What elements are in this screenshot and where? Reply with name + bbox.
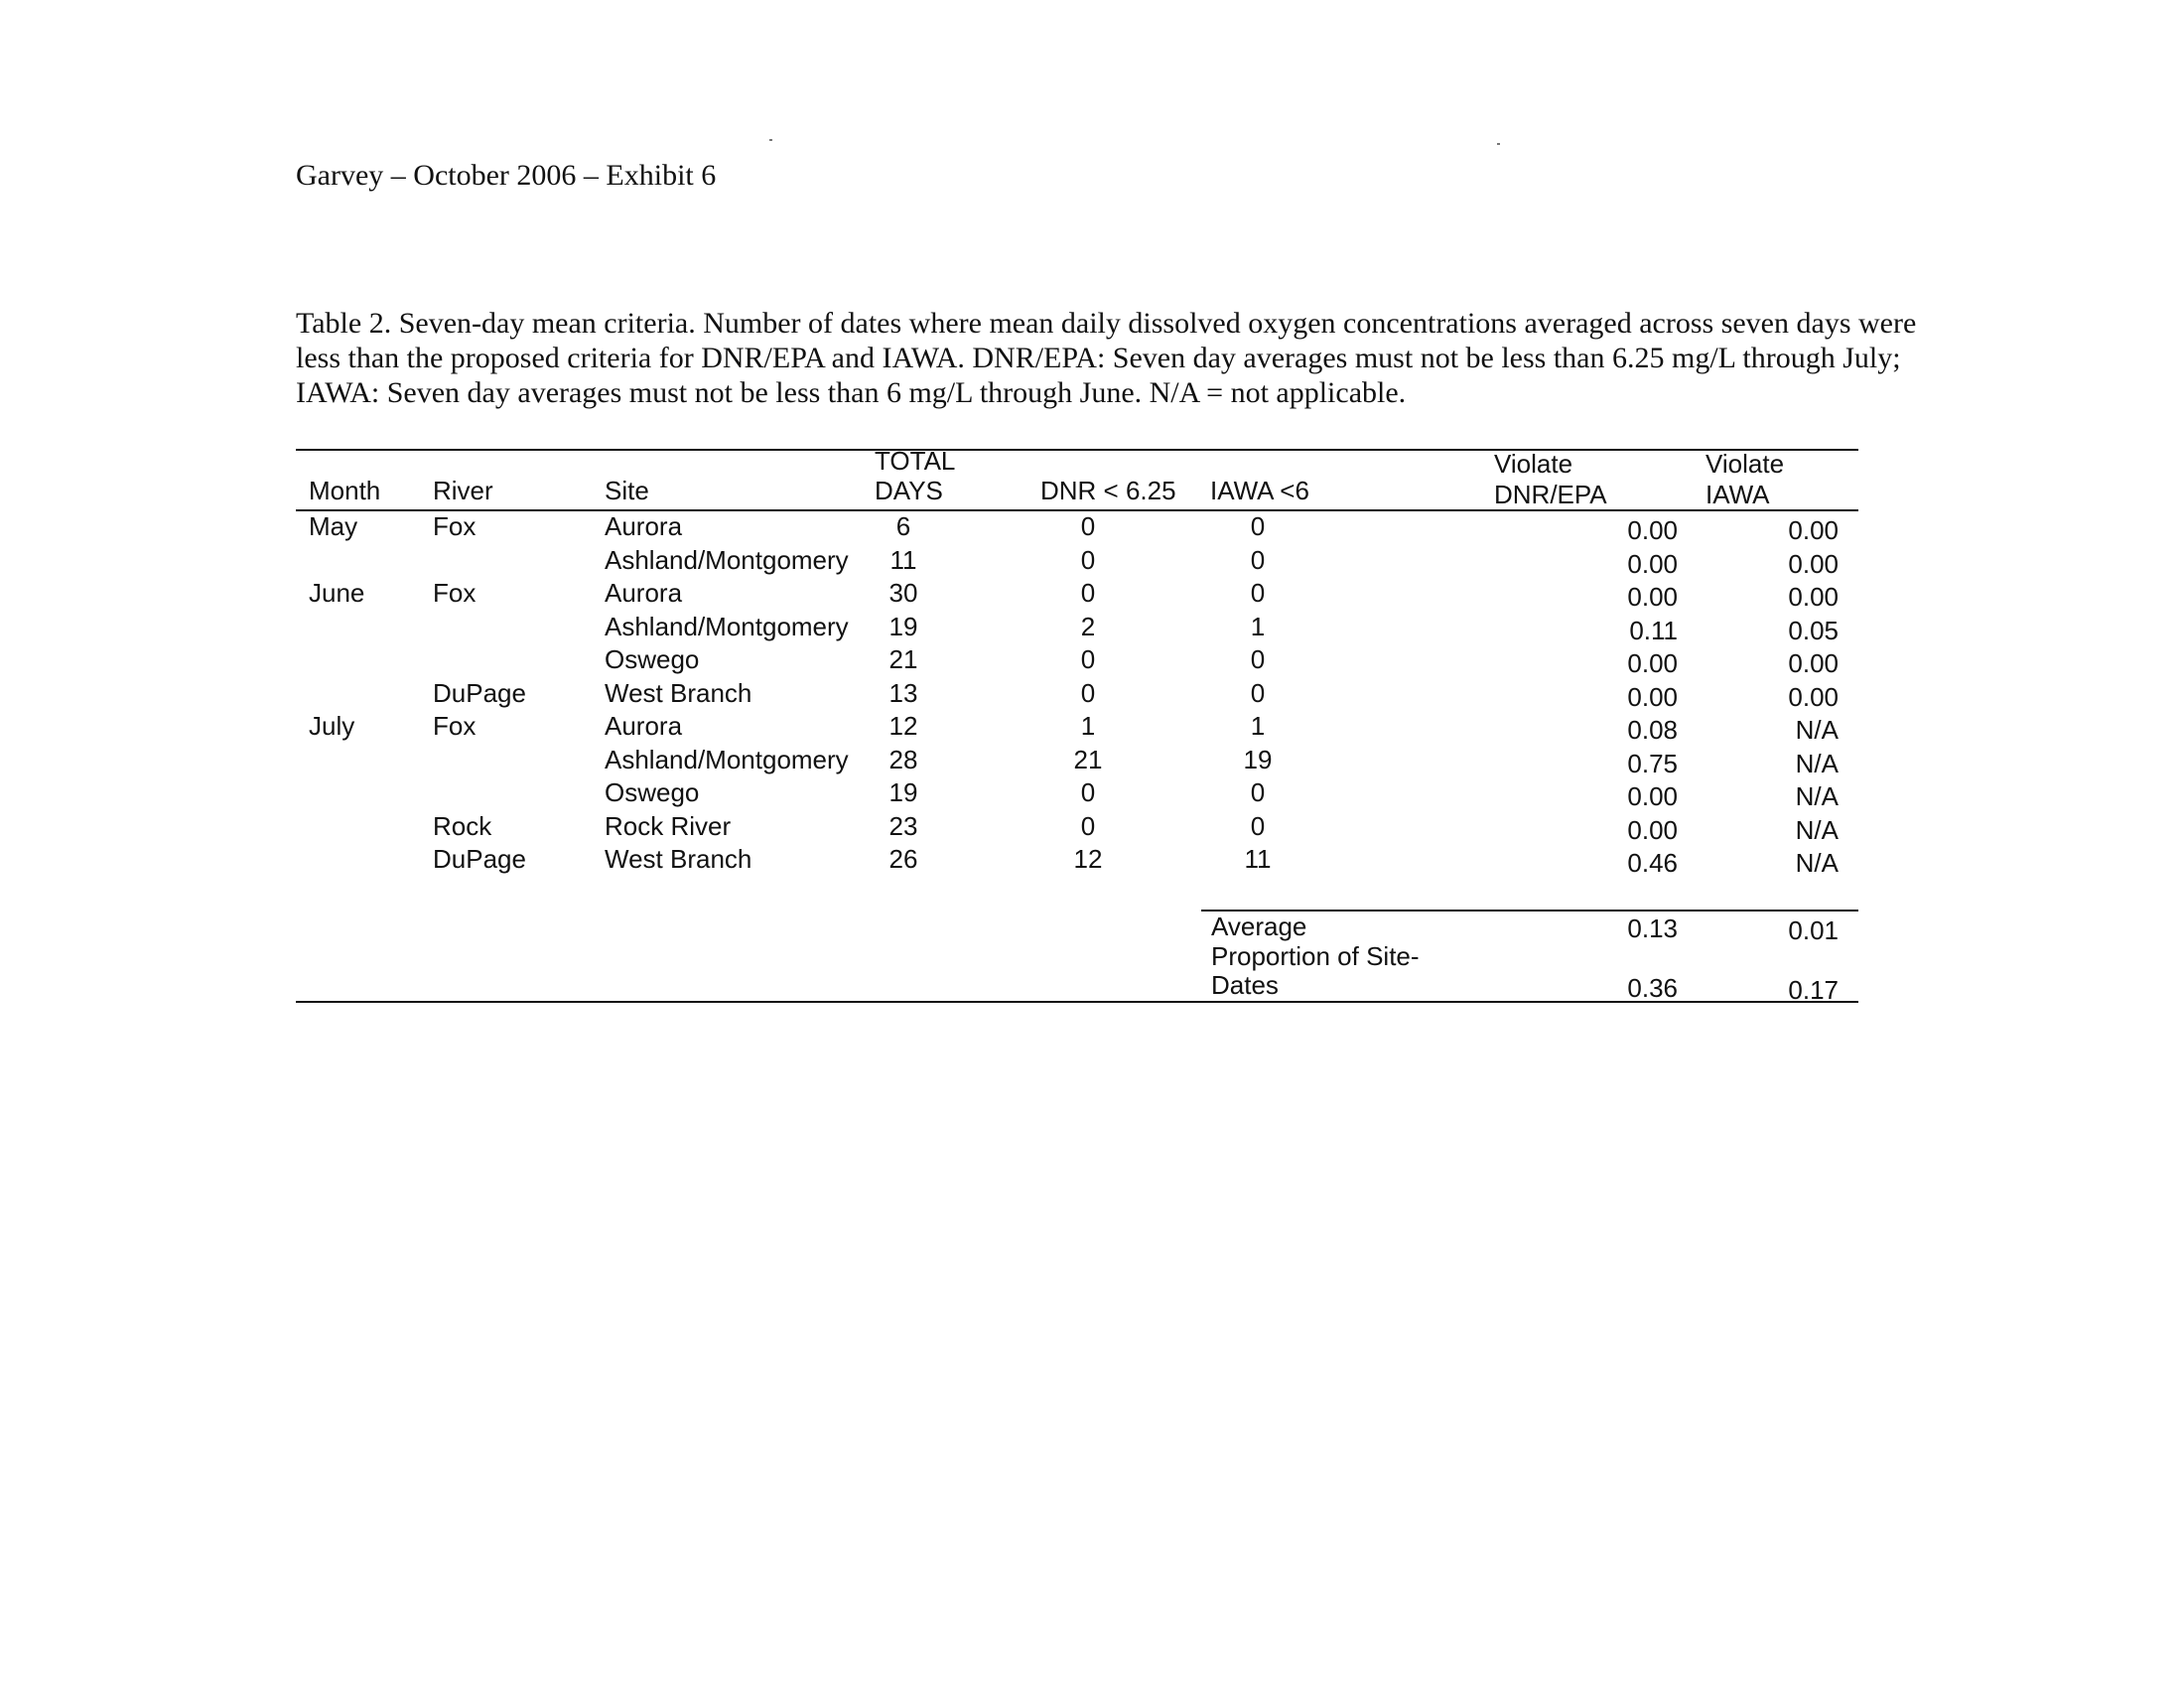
cell-site: Aurora [605, 711, 683, 741]
cell-iawa: 0 [1250, 578, 1266, 608]
col-header-violate-iawa-line2: IAWA [1706, 480, 1770, 509]
cell-violate-dnr: 0.00 [1627, 548, 1678, 579]
cell-total-days: 28 [888, 744, 918, 774]
cell-site: Aurora [605, 578, 683, 608]
cell-violate-dnr: 0.00 [1627, 582, 1678, 612]
col-header-total-days-line2: DAYS [875, 476, 943, 505]
cell-violate-iawa: 0.05 [1788, 615, 1839, 645]
col-header-iawa: IAWA <6 [1210, 476, 1309, 505]
cell-violate-dnr: 0.00 [1627, 515, 1678, 545]
col-header-total-days-line1: TOTAL [875, 446, 956, 476]
cell-site: Oswego [605, 777, 700, 807]
summary-proportion-label-line2: Dates [1211, 970, 1279, 1000]
col-header-site: Site [605, 476, 649, 505]
cell-river: DuPage [433, 844, 526, 874]
cell-dnr: 0 [1080, 544, 1096, 575]
cell-dnr: 0 [1080, 677, 1096, 708]
cell-river: Fox [433, 578, 477, 608]
cell-site: West Branch [605, 677, 752, 708]
cell-total-days: 11 [889, 544, 917, 575]
cell-iawa: 0 [1250, 810, 1266, 841]
cell-violate-dnr: 0.11 [1629, 615, 1678, 645]
col-header-violate-dnr-line1: Violate [1494, 449, 1573, 479]
cell-iawa: 11 [1244, 844, 1272, 874]
cell-site: Ashland/Montgomery [605, 744, 849, 774]
cell-iawa: 0 [1250, 511, 1266, 541]
cell-iawa: 19 [1243, 744, 1273, 774]
cell-total-days: 23 [888, 810, 918, 841]
col-header-dnr: DNR < 6.25 [1040, 476, 1176, 505]
cell-total-days: 6 [895, 511, 911, 541]
cell-violate-iawa: N/A [1795, 748, 1839, 778]
summary-average-label: Average [1211, 912, 1307, 941]
cell-dnr: 0 [1080, 810, 1096, 841]
cell-violate-iawa: 0.00 [1788, 582, 1839, 612]
cell-month: July [309, 711, 355, 741]
summary-proportion-label-line1: Proportion of Site- [1211, 941, 1420, 971]
cell-iawa: 1 [1250, 711, 1266, 741]
cell-iawa: 0 [1250, 544, 1266, 575]
cell-site: Ashland/Montgomery [605, 611, 849, 641]
cell-river: Fox [433, 511, 477, 541]
cell-violate-iawa: 0.00 [1788, 681, 1839, 712]
cell-dnr: 0 [1080, 644, 1096, 674]
cell-river: DuPage [433, 677, 526, 708]
cell-total-days: 30 [888, 578, 918, 608]
cell-total-days: 21 [888, 644, 918, 674]
cell-violate-iawa: N/A [1795, 781, 1839, 811]
cell-total-days: 26 [888, 844, 918, 874]
cell-dnr: 2 [1080, 611, 1096, 641]
scan-speck [769, 139, 772, 141]
cell-month: June [309, 578, 365, 608]
cell-violate-dnr: 0.00 [1627, 681, 1678, 712]
cell-dnr: 12 [1073, 844, 1103, 874]
cell-river: Rock [433, 810, 492, 841]
cell-violate-dnr: 0.46 [1627, 848, 1678, 878]
cell-dnr: 1 [1080, 711, 1096, 741]
cell-iawa: 0 [1250, 677, 1266, 708]
cell-dnr: 0 [1080, 511, 1096, 541]
cell-month: May [309, 511, 358, 541]
cell-violate-iawa: 0.00 [1788, 515, 1839, 545]
col-header-month: Month [309, 476, 381, 505]
cell-dnr: 21 [1073, 744, 1103, 774]
cell-violate-dnr: 0.75 [1627, 748, 1678, 778]
table-caption: Table 2. Seven-day mean criteria. Number of dates where mean daily dissolved oxygen concentrations averaged across seven days were less than the proposed criteria for DNR/EPA and IAWA. DNR/EPA: Seven day averages must not be less than 6.25 mg/L through July; IAWA: Seven day averages must not be less than 6 mg/L through June. N/A = not applicable. [296, 307, 1917, 409]
cell-iawa: 1 [1250, 611, 1266, 641]
cell-violate-iawa: N/A [1795, 848, 1839, 878]
cell-violate-iawa: 0.00 [1788, 548, 1839, 579]
cell-violate-iawa: N/A [1795, 715, 1839, 745]
summary-average-violate-dnr: 0.13 [1627, 913, 1678, 943]
cell-iawa: 0 [1250, 777, 1266, 807]
col-header-violate-iawa-line1: Violate [1706, 449, 1785, 479]
col-header-river: River [433, 476, 493, 505]
summary-proportion-violate-iawa: 0.17 [1788, 975, 1839, 1005]
cell-violate-dnr: 0.00 [1627, 814, 1678, 845]
summary-proportion-violate-dnr: 0.36 [1627, 973, 1678, 1003]
col-header-violate-dnr-line2: DNR/EPA [1494, 480, 1607, 509]
cell-violate-iawa: 0.00 [1788, 648, 1839, 678]
table-top-rule [296, 449, 1858, 451]
cell-total-days: 19 [888, 777, 918, 807]
cell-violate-dnr: 0.00 [1627, 781, 1678, 811]
cell-total-days: 13 [888, 677, 918, 708]
cell-dnr: 0 [1080, 578, 1096, 608]
cell-river: Fox [433, 711, 477, 741]
cell-site: Ashland/Montgomery [605, 544, 849, 575]
summary-average-violate-iawa: 0.01 [1788, 915, 1839, 945]
scan-speck [1497, 143, 1500, 145]
cell-violate-dnr: 0.00 [1627, 648, 1678, 678]
cell-site: West Branch [605, 844, 752, 874]
cell-site: Oswego [605, 644, 700, 674]
cell-site: Rock River [605, 810, 732, 841]
cell-iawa: 0 [1250, 644, 1266, 674]
cell-total-days: 19 [888, 611, 918, 641]
cell-violate-iawa: N/A [1795, 814, 1839, 845]
cell-dnr: 0 [1080, 777, 1096, 807]
cell-site: Aurora [605, 511, 683, 541]
page-header: Garvey – October 2006 – Exhibit 6 [296, 159, 717, 192]
cell-violate-dnr: 0.08 [1627, 715, 1678, 745]
cell-total-days: 12 [888, 711, 918, 741]
